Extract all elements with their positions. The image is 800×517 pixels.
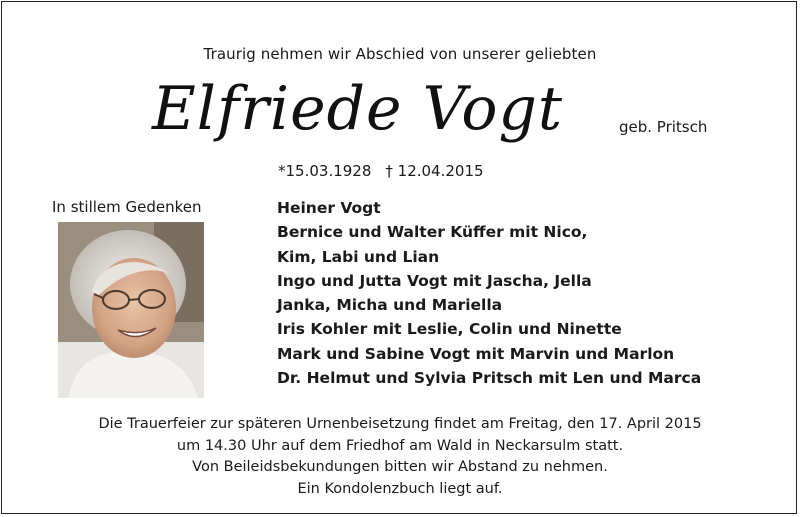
intro-text: Traurig nehmen wir Abschied von unserer geliebten [203, 45, 597, 63]
portrait-photo [58, 222, 204, 398]
notice-line: um 14.30 Uhr auf dem Friedhof am Wald in Neckarsulm statt. [176, 437, 624, 454]
life-dates [278, 162, 484, 180]
death-date: † 12.04.2015 [385, 162, 484, 180]
mourner-line: Iris Kohler mit Leslie, Colin und Ninette [277, 320, 622, 339]
notice-line: Von Beileidsbekundungen bitten wir Abstand zu nehmen. [192, 459, 608, 476]
maiden-name: geb. Pritsch [619, 118, 708, 136]
memory-label: In stillem Gedenken [52, 198, 202, 216]
mourner-line: Kim, Labi und Lian [277, 247, 440, 266]
funeral-notice [0, 414, 800, 500]
mourner-list [277, 196, 701, 390]
mourner-line: Mark und Sabine Vogt mit Marvin und Marlon [277, 344, 675, 363]
notice-line: Ein Kondolenzbuch liegt auf. [297, 480, 503, 497]
notice-line: Die Trauerfeier zur späteren Urnenbeisetzung findet am Freitag, den 17. April 2015 [98, 416, 702, 432]
deceased-name: Elfriede Vogt [152, 74, 564, 144]
mourner-line: Bernice und Walter Küffer mit Nico, [277, 223, 588, 242]
mourner-line: Janka, Micha und Mariella [277, 296, 503, 315]
mourner-line: Dr. Helmut und Sylvia Pritsch mit Len und Marca [277, 369, 702, 388]
portrait-illustration [58, 222, 204, 398]
name-heading [152, 74, 563, 144]
birth-date: *15.03.1928 [278, 162, 372, 180]
mourner-line: Ingo und Jutta Vogt mit Jascha, Jella [277, 271, 592, 290]
mourner-line: Heiner Vogt [277, 199, 381, 217]
